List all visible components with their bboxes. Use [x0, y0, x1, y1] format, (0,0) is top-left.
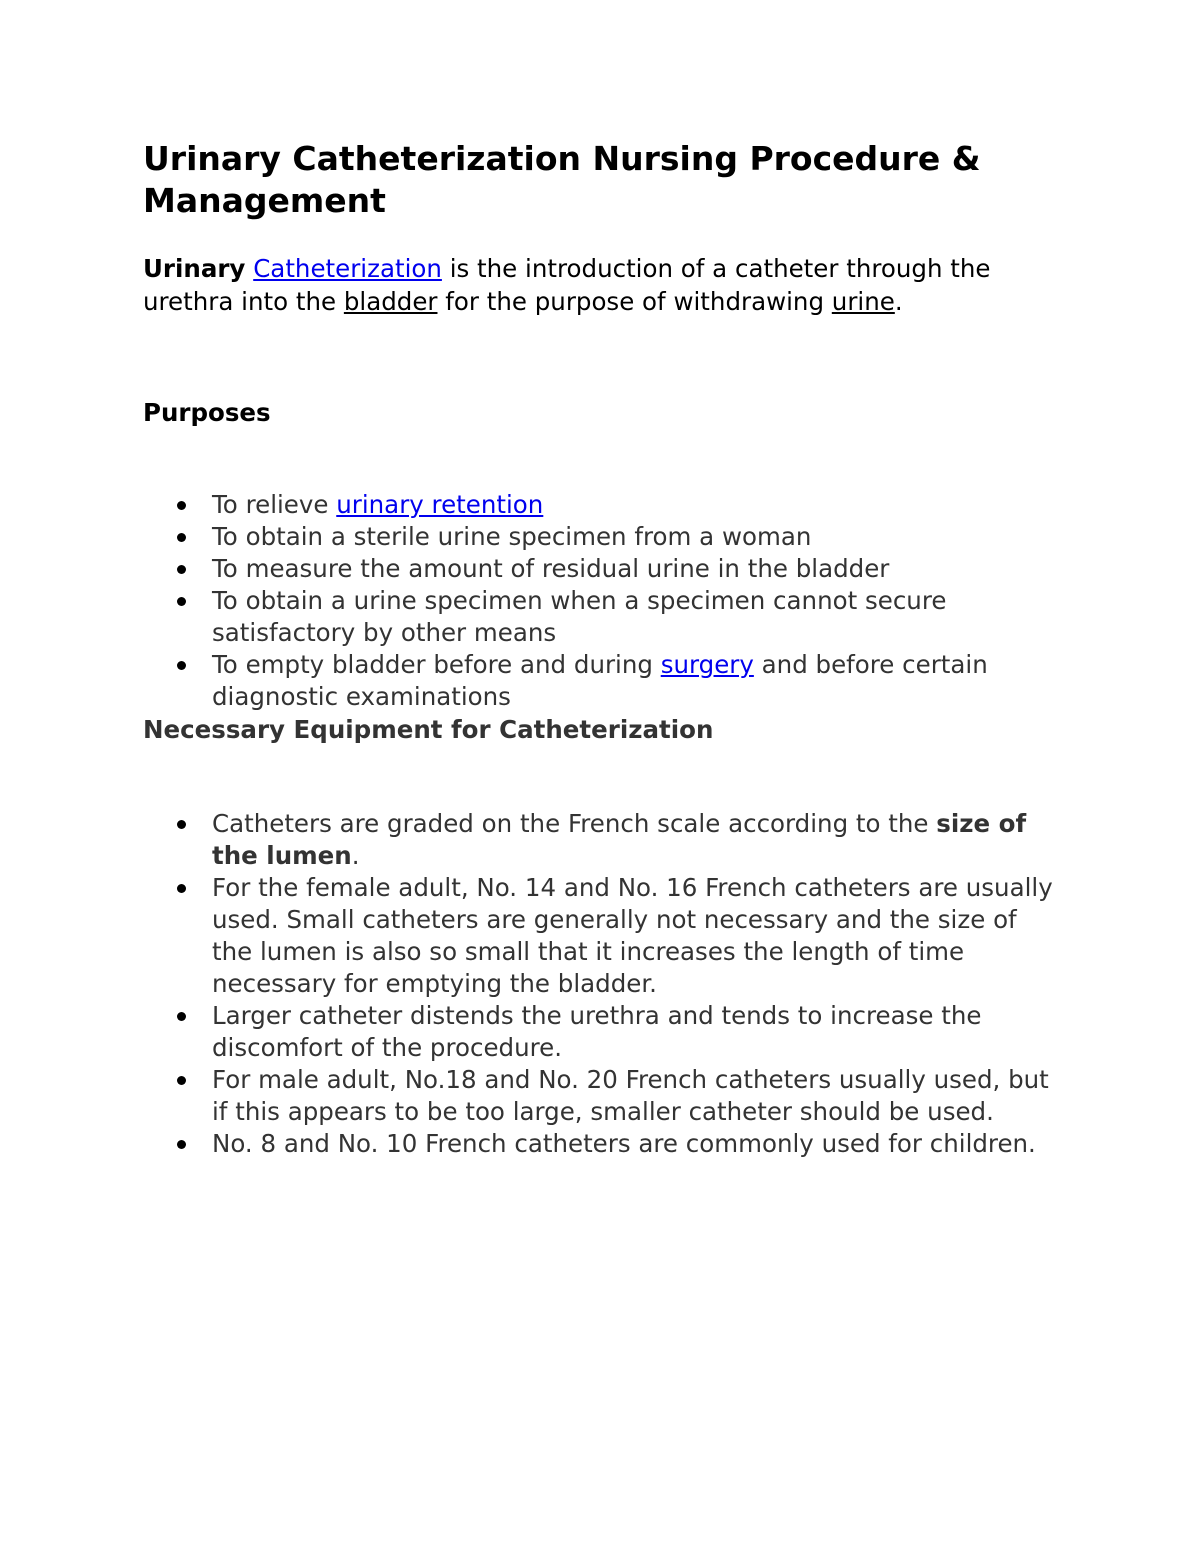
list-item — [143, 489, 1063, 521]
document-page — [143, 138, 1063, 1160]
equipment-text: Larger catheter distends the urethra and tends to increase the discomfort of the procedure. — [212, 1001, 982, 1062]
purposes-list — [143, 489, 1063, 713]
list-item — [143, 1000, 1063, 1064]
equipment-text: For the female adult, No. 14 and No. 16 French catheters are usually used. Small catheters are generally not necessary and the size of the lumen is also so small that it increases the length of time necessary for emptying the bladder. — [212, 873, 1053, 998]
list-item — [143, 1064, 1063, 1128]
intro-text-3: . — [894, 287, 903, 316]
purpose-text-after: and before certain diagnostic examinations — [212, 650, 988, 711]
urine-link[interactable]: urine — [831, 287, 895, 316]
intro-text-1: is the introduction of a catheter through the urethra into the — [143, 254, 991, 316]
page-title: Urinary Catheterization Nursing Procedure & Management — [143, 139, 981, 220]
equipment-text-after: . — [351, 841, 360, 870]
list-item — [143, 585, 1063, 649]
intro-paragraph — [143, 252, 1003, 318]
purposes-heading: Purposes — [143, 398, 271, 427]
equipment-text: No. 8 and No. 10 French catheters are commonly used for children. — [212, 1129, 1036, 1158]
purpose-text: To obtain a urine specimen when a specimen cannot secure satisfactory by other means — [212, 586, 947, 647]
bullet-icon — [177, 1076, 186, 1085]
surgery-link[interactable]: surgery — [660, 650, 754, 679]
equipment-text: For male adult, No.18 and No. 20 French catheters usually used, but if this appears to be too large, smaller catheter should be used. — [212, 1065, 1049, 1126]
purpose-text: To measure the amount of residual urine in the bladder — [212, 554, 890, 583]
equipment-list — [143, 808, 1063, 1160]
catheterization-link[interactable]: Catheterization — [253, 254, 442, 283]
bullet-icon — [177, 533, 186, 542]
bullet-icon — [177, 661, 186, 670]
urinary-retention-link[interactable]: urinary retention — [336, 490, 544, 519]
list-item — [143, 872, 1063, 1000]
list-item — [143, 808, 1063, 872]
bullet-icon — [177, 1012, 186, 1021]
bladder-link[interactable]: bladder — [343, 287, 438, 316]
list-item — [143, 649, 1063, 713]
intro-lead-bold: Urinary — [143, 254, 246, 283]
bullet-icon — [177, 501, 186, 510]
purpose-text-before: To relieve — [212, 490, 337, 519]
list-item — [143, 553, 1063, 585]
bullet-icon — [177, 597, 186, 606]
equipment-bold-text: size of the lumen — [212, 809, 1027, 870]
purpose-text: To obtain a sterile urine specimen from a woman — [212, 522, 812, 551]
equipment-text-before: Catheters are graded on the French scale according to the — [212, 809, 937, 838]
intro-text-2: for the purpose of withdrawing — [437, 287, 832, 316]
list-item — [143, 521, 1063, 553]
bullet-icon — [177, 565, 186, 574]
equipment-heading: Necessary Equipment for Catheterization — [143, 715, 714, 744]
bullet-icon — [177, 884, 186, 893]
bullet-icon — [177, 820, 186, 829]
list-item — [143, 1128, 1063, 1160]
bullet-icon — [177, 1140, 186, 1149]
purpose-text-before: To empty bladder before and during — [212, 650, 661, 679]
